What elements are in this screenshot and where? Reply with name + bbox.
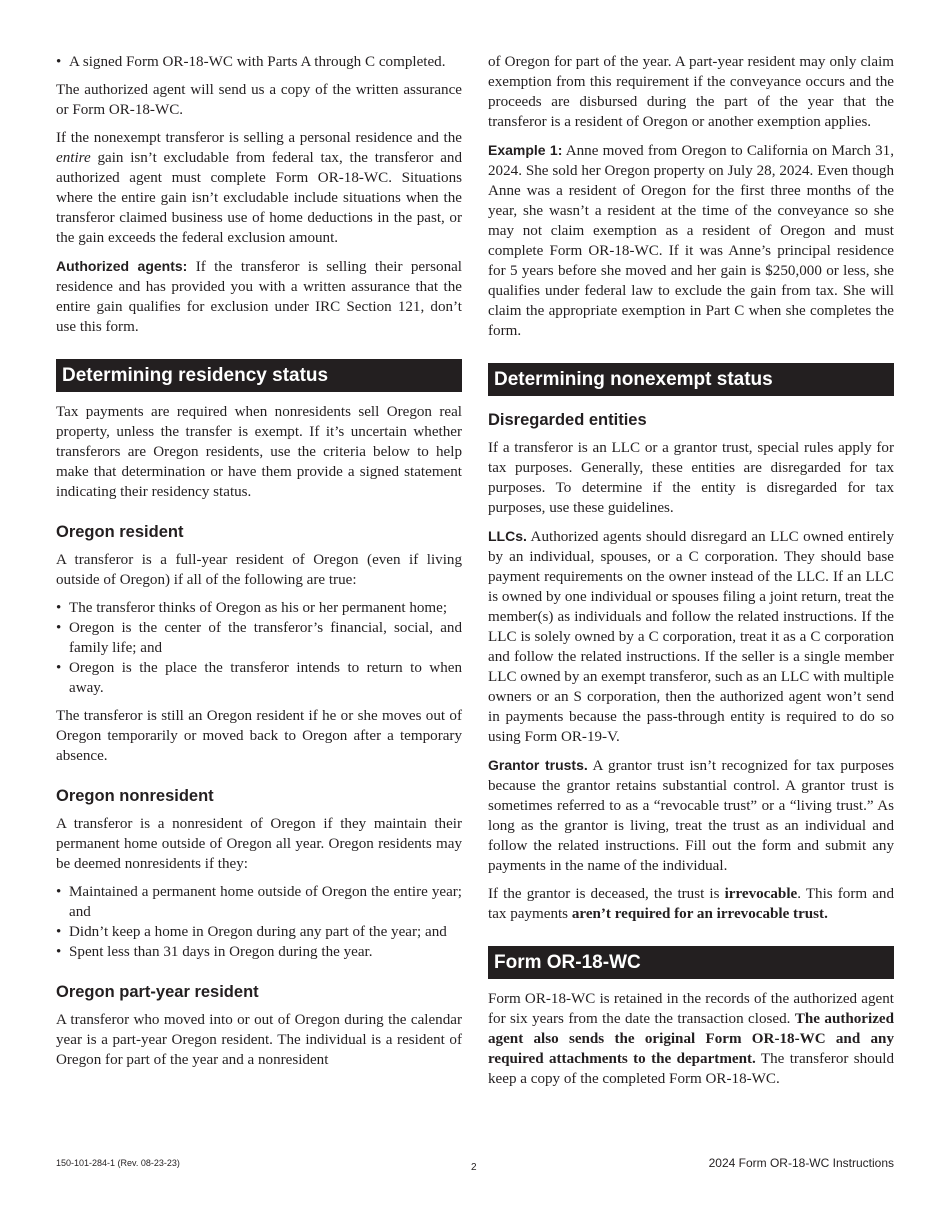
paragraph: Example 1: Anne moved from Oregon to California on March 31, 2024. She sold her Oregon property on July 28, 2024. Even though Anne was a resident of Oregon for the first three months of the year, she wasn’t a resident at the time of the conveyance so she may not claim exemption as a resident of Oregon and must complete Form OR-18-WC. If it was Anne’s principal residence for 5 years before she moved and her gain is $250,000 or less, she qualifies under federal law to exclude the gain from tax. She will claim the appropriate exemption in Part C when she completes the form. <box>488 142 894 339</box>
subheading: Oregon resident <box>56 523 184 541</box>
page-number: 2 <box>471 1162 477 1173</box>
left-column <box>56 52 462 1078</box>
list-item: • A signed Form OR-18-WC with Parts A through C completed. <box>56 52 462 72</box>
list-item: • Didn’t keep a home in Oregon during any part of the year; and <box>56 922 462 942</box>
bullet-list <box>56 598 462 698</box>
form-number: 150-101-284-1 (Rev. 08-23-23) <box>56 1158 180 1168</box>
paragraph: Form OR-18-WC is retained in the records of the authorized agent for six years from the date the transaction closed. The authorized agent also sends the original Form OR-18-WC and any required attachments to the department. The transferor should keep a copy of the completed Form OR-18-WC. <box>488 991 895 1087</box>
paragraph: The authorized agent will send us a copy of the written assurance or Form OR-18-WC. <box>56 82 462 118</box>
paragraph: If a transferor is an LLC or a grantor trust, special rules apply for tax purposes. Generally, these entities are disregarded for tax purposes. To determine if the entity is disregarded for tax purposes, use these guidelines. <box>488 440 894 516</box>
subheading: Oregon part-year resident <box>56 983 259 1001</box>
paragraph: of Oregon for part of the year. A part-year resident may only claim exemption from this requirement if the conveyance occurs and the proceeds are disbursed during the part of the year that the transferor is a resident of Oregon or another exemption applies. <box>488 54 894 130</box>
run-in-heading: LLCs. <box>488 528 527 544</box>
subheading: Oregon nonresident <box>56 787 214 805</box>
run-in-heading: Authorized agents: <box>56 258 188 274</box>
paragraph: If the grantor is deceased, the trust is irrevocable. This form and tax payments aren’t required for an irrevocable trust. <box>488 886 894 922</box>
list-item: • Oregon is the place the transferor intends to return to when away. <box>56 658 462 698</box>
list-item: • Oregon is the center of the transferor’s financial, social, and family life; and <box>56 618 462 658</box>
document-title: 2024 Form OR-18-WC Instructions <box>708 1156 894 1170</box>
list-item: • The transferor thinks of Oregon as his or her permanent home; <box>56 598 462 618</box>
run-in-heading: Example 1: <box>488 142 563 158</box>
bullet-list <box>56 52 462 72</box>
paragraph: Authorized agents: If the transferor is selling their personal residence and has provided you with a written assurance that the entire gain qualifies for exclusion under IRC Section 121, don’t use this form. <box>56 258 463 335</box>
bullet-list <box>56 882 462 962</box>
paragraph: If the nonexempt transferor is selling a personal residence and the entire gain isn’t excludable from federal tax, the transferor and authorized agent must complete Form OR-18-WC. Situations where the entire gain isn’t excludable include situations when the transferor claimed business use of home deductions in the past, or the gain exceeds the federal exclusion amount. <box>56 130 462 246</box>
section-heading: Form OR-18-WC <box>488 946 894 979</box>
paragraph: Tax payments are required when nonresidents sell Oregon real property, unless the transfer is exempt. If it’s uncertain whether transferors are Oregon residents, use the criteria below to help make that determination or have them provide a signed statement indicating their residency status. <box>56 404 462 500</box>
section-heading: Determining residency status <box>56 359 462 392</box>
paragraph: LLCs. Authorized agents should disregard an LLC owned entirely by an individual, spouses, or a C corporation. They should base payment requirements on the owner instead of the LLC. If an LLC is owned by one individual or spouses filing a joint return, treat the member(s) as individuals and follow the related instructions. If the LLC is solely owned by a C corporation, treat it as a C corporation and follow the related instructions. If the seller is a single member LLC owned by an exempt transferor, such as an LLC with multiple owners or an S corporation, then the authorized agent won’t send in payments because the pass-through entity is required to do so using Form OR-19-V. <box>488 528 894 745</box>
right-column <box>488 52 894 1097</box>
run-in-heading: Grantor trusts. <box>488 757 588 773</box>
paragraph: A transferor is a nonresident of Oregon if they maintain their permanent home outside of Oregon all year. Oregon residents may be deemed nonresidents if they: <box>56 816 462 872</box>
paragraph: The transferor is still an Oregon resident if he or she moves out of Oregon temporarily or moved back to Oregon after a temporary absence. <box>56 708 462 764</box>
paragraph: A transferor is a full-year resident of Oregon (even if living outside of Oregon) if all of the following are true: <box>56 552 462 588</box>
subheading: Disregarded entities <box>488 411 647 429</box>
paragraph: A transferor who moved into or out of Oregon during the calendar year is a part-year Oregon resident. The individual is a resident of Oregon for part of the year and a nonresident <box>56 1012 462 1068</box>
list-item: • Spent less than 31 days in Oregon during the year. <box>56 942 462 962</box>
list-item: • Maintained a permanent home outside of Oregon the entire year; and <box>56 882 462 922</box>
section-heading: Determining nonexempt status <box>488 363 894 396</box>
paragraph: Grantor trusts. A grantor trust isn’t recognized for tax purposes because the grantor retains substantial control. A grantor trust is sometimes referred to as a “revocable trust” or a “living trust.” As long as the grantor is living, treat the trust as an individual and follow the related instructions. Fill out the form and submit any payments in the name of the individual. <box>488 757 895 874</box>
